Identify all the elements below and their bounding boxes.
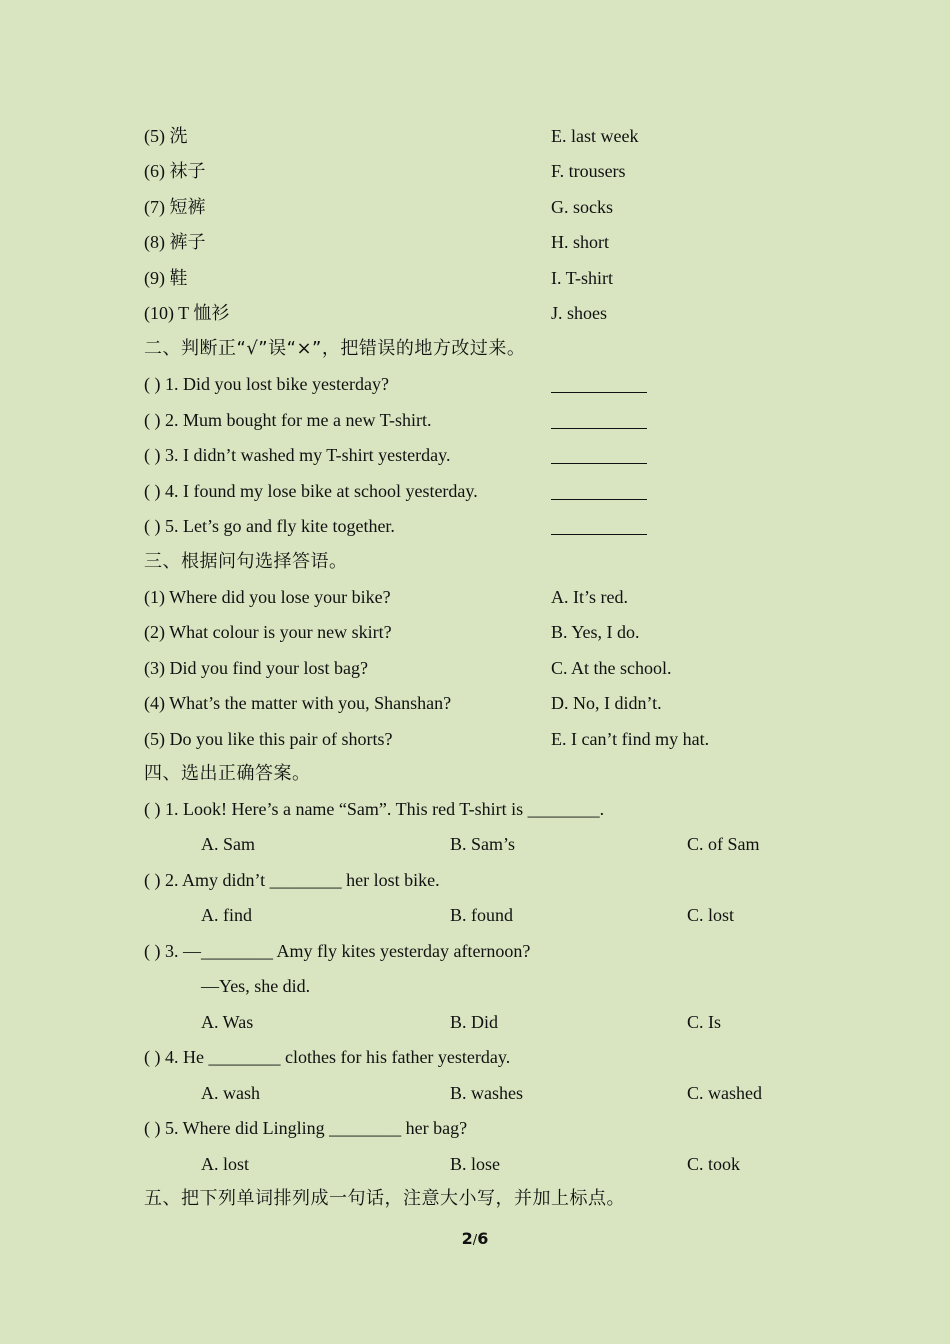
mc-3-option-b: B. Did — [450, 1012, 499, 1032]
vocab-left-10: (10) T 恤衫 — [144, 303, 230, 323]
question-4: (4) What’s the matter with you, Shanshan? — [144, 693, 452, 713]
page-number — [0, 1226, 950, 1254]
judge-item-4: ( ) 4. I found my lose bike at school yesterday. — [144, 481, 478, 501]
mc-question-2: ( ) 2. Amy didn’t ________ her lost bike. — [144, 870, 440, 890]
vocab-left-6: (6) 袜子 — [144, 161, 206, 181]
vocab-left-5: (5) 洗 — [144, 126, 188, 146]
page-separator: / — [472, 1233, 478, 1248]
correction-blank-1[interactable] — [551, 392, 647, 393]
mc-4-option-a: A. wash — [201, 1083, 260, 1103]
vocab-left-7: (7) 短裤 — [144, 197, 206, 217]
mc-5-option-c: C. took — [687, 1154, 741, 1174]
mc-1-option-b: B. Sam’s — [450, 834, 516, 854]
mc-2-option-a: A. find — [201, 905, 252, 925]
correction-blank-3[interactable] — [551, 463, 647, 464]
mc-2-option-b: B. found — [450, 905, 513, 925]
mc-4-option-c: C. washed — [687, 1083, 762, 1103]
correction-blank-2[interactable] — [551, 428, 647, 429]
section-3-heading: 三、根据问句选择答语。 — [144, 551, 348, 572]
mc-2-option-c: C. lost — [687, 905, 735, 925]
mc-4-option-b: B. washes — [450, 1083, 523, 1103]
answer-e: E. I can’t find my hat. — [551, 729, 710, 749]
vocab-right-f: F. trousers — [551, 161, 626, 181]
vocab-right-h: H. short — [551, 232, 609, 252]
correction-blank-4[interactable] — [551, 499, 647, 500]
judge-item-1: ( ) 1. Did you lost bike yesterday? — [144, 374, 389, 394]
page-total: 6 — [477, 1229, 489, 1248]
vocab-left-9: (9) 鞋 — [144, 268, 188, 288]
vocab-right-i: I. T-shirt — [551, 268, 614, 288]
vocab-right-g: G. socks — [551, 197, 613, 217]
mc-3-option-a: A. Was — [201, 1012, 254, 1032]
mc-question-5: ( ) 5. Where did Lingling ________ her bag? — [144, 1118, 468, 1138]
section-2-heading: 二、判断正“√”误“×”，把错误的地方改过来。 — [144, 338, 526, 359]
vocab-left-8: (8) 裤子 — [144, 232, 206, 252]
judge-item-3: ( ) 3. I didn’t washed my T-shirt yesterday. — [144, 445, 451, 465]
mc-question-3: ( ) 3. —________ Amy fly kites yesterday afternoon? — [144, 941, 531, 961]
mc-5-option-b: B. lose — [450, 1154, 501, 1174]
mc-1-option-a: A. Sam — [201, 834, 255, 854]
mc-1-option-c: C. of Sam — [687, 834, 760, 854]
question-5: (5) Do you like this pair of shorts? — [144, 729, 393, 749]
answer-b: B. Yes, I do. — [551, 622, 640, 642]
vocab-right-j: J. shoes — [551, 303, 608, 323]
answer-d: D. No, I didn’t. — [551, 693, 662, 713]
section-4-heading: 四、选出正确答案。 — [144, 763, 311, 784]
mc-5-option-a: A. lost — [201, 1154, 250, 1174]
question-2: (2) What colour is your new skirt? — [144, 622, 392, 642]
judge-item-5: ( ) 5. Let’s go and fly kite together. — [144, 516, 395, 536]
vocab-right-e: E. last week — [551, 126, 639, 146]
mc-3-option-c: C. Is — [687, 1012, 722, 1032]
section-5-heading: 五、把下列单词排列成一句话，注意大小写，并加上标点。 — [144, 1188, 625, 1209]
question-1: (1) Where did you lose your bike? — [144, 587, 391, 607]
mc-question-1: ( ) 1. Look! Here’s a name “Sam”. This red T-shirt is ________. — [144, 799, 605, 819]
correction-blank-5[interactable] — [551, 534, 647, 535]
answer-a: A. It’s red. — [551, 587, 628, 607]
page-current: 2 — [461, 1229, 473, 1248]
answer-c: C. At the school. — [551, 658, 672, 678]
judge-item-2: ( ) 2. Mum bought for me a new T-shirt. — [144, 410, 432, 430]
mc-question-4: ( ) 4. He ________ clothes for his father yesterday. — [144, 1047, 511, 1067]
question-3: (3) Did you find your lost bag? — [144, 658, 368, 678]
mc-3-reply: —Yes, she did. — [201, 976, 311, 996]
